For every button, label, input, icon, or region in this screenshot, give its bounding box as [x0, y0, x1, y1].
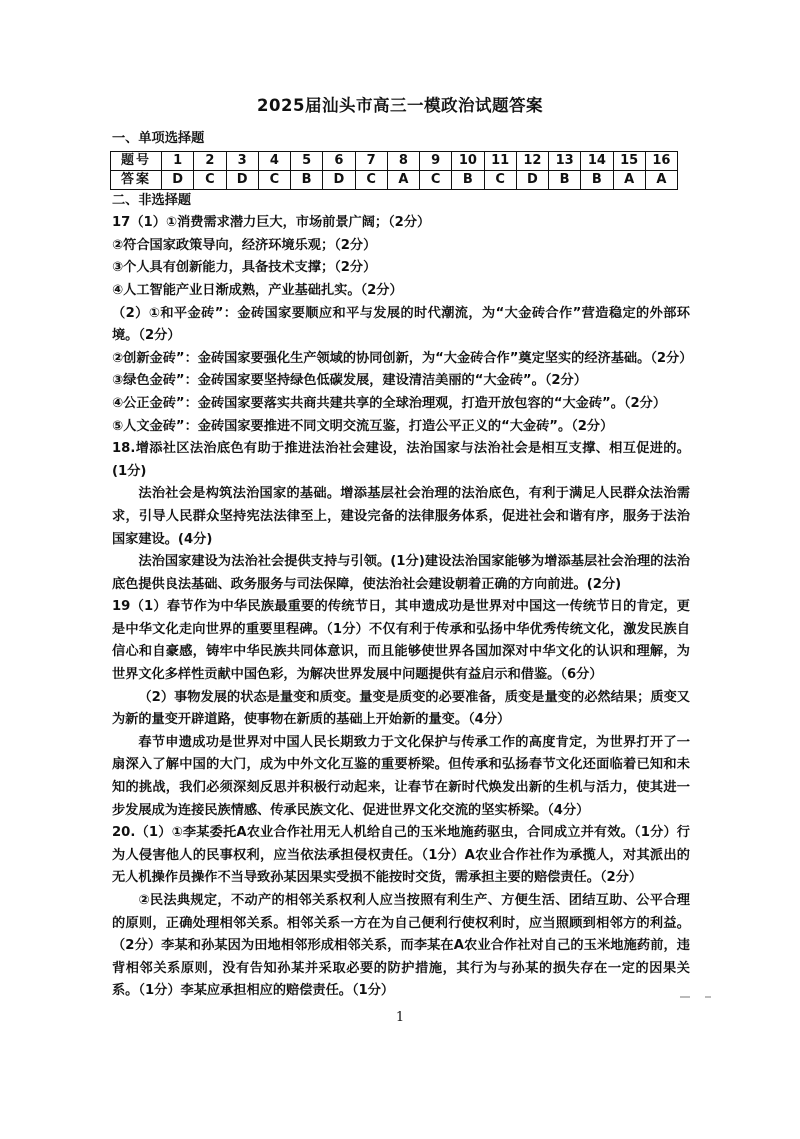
question-number-cell: 14: [581, 151, 613, 170]
answer-paragraph: ③个人具有创新能力，具备技术支撑；（2分）: [112, 260, 377, 276]
question-number-cell: 7: [355, 151, 387, 170]
question-number-cell: 15: [613, 151, 645, 170]
scan-speck: [680, 996, 690, 998]
question-number-cell: 9: [420, 151, 452, 170]
question-number-cell: 3: [226, 151, 258, 170]
answer-paragraph: 法治社会是构筑法治国家的基础。增添基层社会治理的法治底色，有利于满足人民群众法治需求，引导人民群众坚持宪法法律至上，建设完备的法律服务体系，促进社会和谐有序，服务于法治国家建设。(4分): [112, 486, 690, 547]
answer-cell: A: [613, 170, 645, 189]
answer-cell: B: [291, 170, 323, 189]
answer-cell: A: [387, 170, 419, 189]
answer-paragraph: 19（1）春节作为中华民族最重要的传统节日，其申遗成功是世界对中国这一传统节日的肯定，更是中华文化走向世界的重要里程碑。（1分）不仅有利于传承和弘扬中华优秀传统文化，激发民族自信心和自豪感，铸牢中华民族共同体意识，而且能够使世界各国加深对中华文化的认识和理解，为世界文化多样性贡献中国色彩，为解决世界发展中问题提供有益启示和借鉴。（6分）: [112, 599, 690, 683]
answer-paragraph: 20.（1）①李某委托A农业合作社用无人机给自己的玉米地施药驱虫，合同成立并有效。（1分）行为人侵害他人的民事权利，应当依法承担侵权责任。（1分）A农业合作社作为承揽人，对其派出的无人机操作员操作不当导致孙某因果实受损不能按时交货，需承担主要的赔偿责任。（2分）: [112, 825, 690, 886]
answer-cell: D: [226, 170, 258, 189]
answer-paragraph: 17（1）①消费需求潜力巨大，市场前景广阔；（2分）: [112, 215, 431, 231]
answer-cell: C: [194, 170, 226, 189]
question-number-cell: 6: [323, 151, 355, 170]
question-number-cell: 5: [291, 151, 323, 170]
answer-paragraph: 法治国家建设为法治社会提供支持与引领。(1分)建设法治国家能够为增添基层社会治理的法治底色提供良法基础、政务服务与司法保障，使法治社会建设朝着正确的方向前进。(2分): [112, 554, 690, 592]
question-number-cell: 12: [516, 151, 548, 170]
answer-cell: B: [549, 170, 581, 189]
section2-heading: 二、非选择题: [112, 192, 192, 208]
answer-cell: D: [162, 170, 194, 189]
row-label-answer: 答案: [111, 170, 162, 189]
document-body: [112, 128, 693, 1003]
answer-paragraph: ④人工智能产业日渐成熟，产业基础扎实。（2分）: [112, 282, 403, 298]
question-number-cell: 11: [484, 151, 516, 170]
answer-paragraph: ③绿色金砖”：金砖国家要坚持绿色低碳发展，建设清洁美丽的“大金砖”。（2分）: [112, 373, 587, 389]
answer-paragraphs: [112, 212, 693, 1003]
answer-paragraph: ④公正金砖”：金砖国家要落实共商共建共享的全球治理观，打造开放包容的“大金砖”。（2分）: [112, 395, 667, 411]
answer-cell: C: [484, 170, 516, 189]
answer-cell: D: [323, 170, 355, 189]
answer-paragraph: （2）①和平金砖”：金砖国家要顺应和平与发展的时代潮流，为“大金砖合作”营造稳定的外部环境。（2分）: [112, 305, 690, 344]
question-number-cell: 8: [387, 151, 419, 170]
answer-cell: B: [581, 170, 613, 189]
answer-table: [110, 151, 678, 190]
page-number: 1: [395, 1010, 405, 1025]
answer-paragraph: ②创新金砖”：金砖国家要强化生产领域的协同创新，为“大金砖合作”奠定坚实的经济基础。（2分）: [112, 350, 693, 366]
answer-cell: C: [258, 170, 290, 189]
answer-paragraph: 春节申遗成功是世界对中国人民长期致力于文化保护与传承工作的高度肯定，为世界打开了一扇深入了解中国的大门，成为中外文化互鉴的重要桥梁。但传承和弘扬春节文化还面临着已知和未知的挑战，我们必须深刻反思并积极行动起来，让春节在新时代焕发出新的生机与活力，使其进一步发展成为连接民族情感、传承民族文化、促进世界文化交流的坚实桥梁。（4分）: [112, 734, 690, 818]
answer-table-answer-row: [111, 170, 678, 189]
question-number-cell: 16: [645, 151, 677, 170]
question-number-cell: 1: [162, 151, 194, 170]
answer-paragraph: （2）事物发展的状态是量变和质变。量变是质变的必要准备，质变是量变的必然结果；质变又为新的量变开辟道路，使事物在新质的基础上开始新的量变。（4分）: [112, 689, 690, 728]
answer-paragraph: ②符合国家政策导向，经济环境乐观；（2分）: [112, 237, 377, 253]
scan-speck: [705, 996, 711, 998]
answer-cell: C: [420, 170, 452, 189]
answer-cell: C: [355, 170, 387, 189]
answer-paragraph: 18.增添社区法治底色有助于推进法治社会建设，法治国家与法治社会是相互支撑、相互促进的。(1分): [112, 441, 690, 479]
answer-paragraph: ②民法典规定，不动产的相邻关系权利人应当按照有利生产、方便生活、团结互助、公平合理的原则，正确处理相邻关系。相邻关系一方在为自己便利行使权利时，应当照顾到相邻方的利益。（2分）李某和孙某因为田地相邻形成相邻关系，而李某在A农业合作社对自己的玉米地施药前，违背相邻关系原则，没有告知孙某并采取必要的防护措施，其行为与孙某的损失存在一定的因果关系。（1分）李某应承担相应的赔偿责任。（1分）: [112, 893, 690, 999]
question-number-cell: 2: [194, 151, 226, 170]
answer-table-number-row: [111, 151, 678, 170]
question-number-cell: 13: [549, 151, 581, 170]
question-number-cell: 10: [452, 151, 484, 170]
question-number-cell: 4: [258, 151, 290, 170]
answer-paragraph: ⑤人文金砖”：金砖国家要推进不同文明交流互鉴，打造公平正义的“大金砖”。（2分）: [112, 418, 614, 434]
answer-cell: D: [516, 170, 548, 189]
answer-cell: A: [645, 170, 677, 189]
answer-cell: B: [452, 170, 484, 189]
document-title: 2025届汕头市高三一模政治试题答案: [257, 96, 543, 115]
section1-heading: 一、单项选择题: [112, 131, 205, 146]
row-label-number: 题号: [111, 151, 162, 170]
